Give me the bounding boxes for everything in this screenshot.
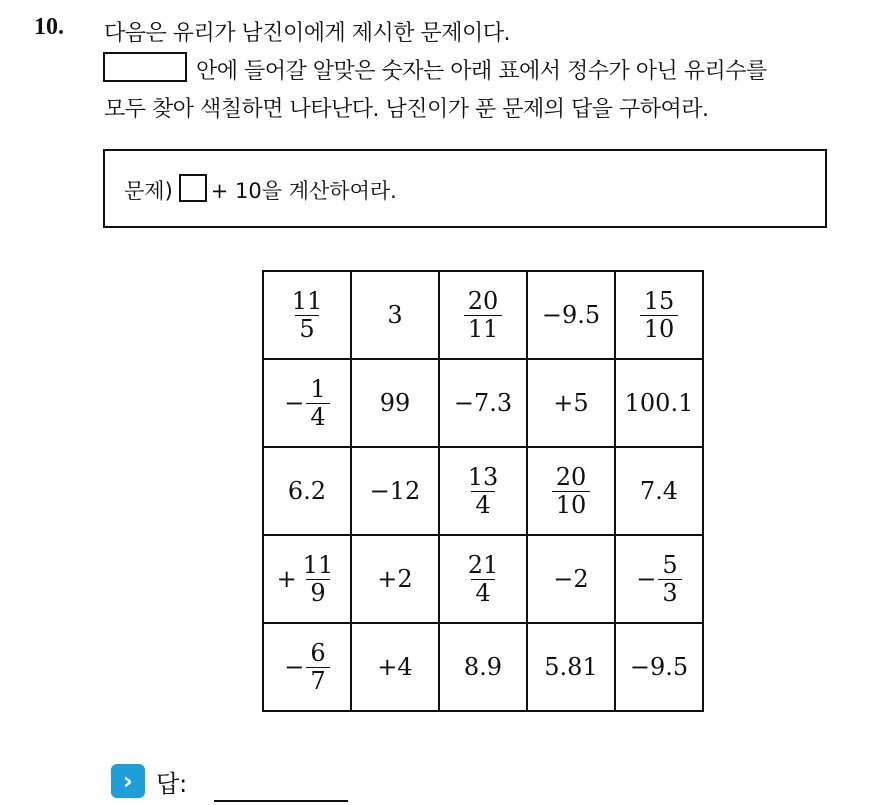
answer-blank-line[interactable]	[214, 800, 348, 802]
fraction-numerator: 5	[662, 551, 678, 580]
cell-value: 7.4	[639, 477, 679, 505]
grid-cell[interactable]	[439, 447, 527, 535]
fraction-denominator: 9	[306, 579, 329, 606]
grid-cell[interactable]	[263, 447, 351, 535]
grid-row	[263, 447, 703, 535]
fraction	[306, 376, 329, 430]
grid-cell[interactable]	[615, 359, 703, 447]
problem-blank-box	[179, 174, 207, 202]
cell-value: 8.9	[463, 653, 503, 681]
grid-row	[263, 271, 703, 359]
grid-cell[interactable]	[527, 623, 615, 711]
grid-row	[263, 359, 703, 447]
fraction-numerator: 20	[555, 463, 587, 492]
fraction-sign: −	[284, 653, 305, 681]
cell-value: 100.1	[624, 389, 694, 417]
fraction-numerator: 13	[467, 463, 499, 492]
cell-value: 5.81	[544, 653, 598, 681]
fraction	[288, 288, 327, 342]
grid-cell[interactable]	[263, 623, 351, 711]
fraction	[306, 640, 329, 694]
grid-cell[interactable]	[615, 623, 703, 711]
fraction	[464, 288, 503, 342]
fraction	[552, 464, 591, 518]
grid-cell[interactable]	[351, 271, 439, 359]
grid-cell[interactable]	[439, 359, 527, 447]
blank-box	[103, 52, 187, 82]
answer-label: 답:	[156, 770, 188, 798]
cell-value: 3	[387, 301, 403, 329]
cell-value: +4	[377, 653, 413, 681]
fraction-numerator: 6	[310, 639, 326, 668]
fraction-numerator: 21	[467, 551, 499, 580]
fraction-denominator: 7	[306, 667, 329, 694]
cell-value: +2	[377, 565, 413, 593]
problem-suffix: + 10을 계산하여라.	[210, 179, 397, 203]
cell-value: +5	[553, 389, 589, 417]
grid-cell[interactable]	[527, 535, 615, 623]
fraction-denominator: 11	[464, 315, 503, 342]
cell-value: −2	[553, 565, 589, 593]
grid-row	[263, 535, 703, 623]
fraction-denominator: 4	[471, 579, 494, 606]
question-line-2: 안에 들어갈 알맞은 숫자는 아래 표에서 정수가 아닌 유리수를	[196, 59, 767, 84]
fraction-numerator: 11	[291, 287, 323, 316]
fraction-numerator: 15	[643, 287, 675, 316]
grid-cell[interactable]	[615, 271, 703, 359]
question-line-3: 모두 찾아 색칠하면 나타난다. 남진이가 푼 문제의 답을 구하여라.	[104, 97, 709, 122]
fraction	[640, 288, 679, 342]
fraction-sign: −	[636, 565, 657, 593]
fraction	[464, 464, 503, 518]
grid-cell[interactable]	[351, 535, 439, 623]
fraction	[464, 552, 503, 606]
fraction-denominator: 3	[658, 579, 681, 606]
problem-statement	[124, 175, 397, 205]
grid-cell[interactable]	[263, 359, 351, 447]
grid-cell[interactable]	[615, 447, 703, 535]
fraction-denominator: 4	[471, 491, 494, 518]
problem-prefix: 문제)	[124, 179, 173, 203]
number-grid	[262, 270, 704, 712]
fraction-numerator: 20	[467, 287, 499, 316]
cell-value: 99	[379, 389, 411, 417]
grid-cell[interactable]	[527, 271, 615, 359]
fraction-numerator: 1	[310, 375, 326, 404]
question-number: 10.	[34, 14, 64, 40]
cell-value: 6.2	[287, 477, 327, 505]
cell-value: −12	[369, 477, 421, 505]
grid-cell[interactable]	[351, 359, 439, 447]
fraction	[658, 552, 681, 606]
grid-cell[interactable]	[263, 535, 351, 623]
fraction-denominator: 4	[306, 403, 329, 430]
fraction-denominator: 10	[640, 315, 679, 342]
fraction-sign: −	[284, 389, 305, 417]
grid-cell[interactable]	[263, 271, 351, 359]
cell-value: −7.3	[453, 389, 513, 417]
grid-cell[interactable]	[615, 535, 703, 623]
fraction-denominator: 10	[552, 491, 591, 518]
grid-cell[interactable]	[439, 623, 527, 711]
fraction	[299, 552, 338, 606]
question-line-1: 다음은 유리가 남진이에게 제시한 문제이다.	[104, 21, 511, 46]
fraction-denominator: 5	[295, 315, 318, 342]
grid-cell[interactable]	[351, 623, 439, 711]
grid-cell[interactable]	[527, 447, 615, 535]
cell-value: −9.5	[541, 301, 601, 329]
chevron-right-icon: ›	[111, 764, 145, 798]
grid-cell[interactable]	[439, 535, 527, 623]
cell-value: −9.5	[629, 653, 689, 681]
grid-cell[interactable]	[527, 359, 615, 447]
grid-cell[interactable]	[439, 271, 527, 359]
grid-row	[263, 623, 703, 711]
grid-cell[interactable]	[351, 447, 439, 535]
fraction-sign: +	[276, 565, 297, 593]
fraction-numerator: 11	[302, 551, 334, 580]
